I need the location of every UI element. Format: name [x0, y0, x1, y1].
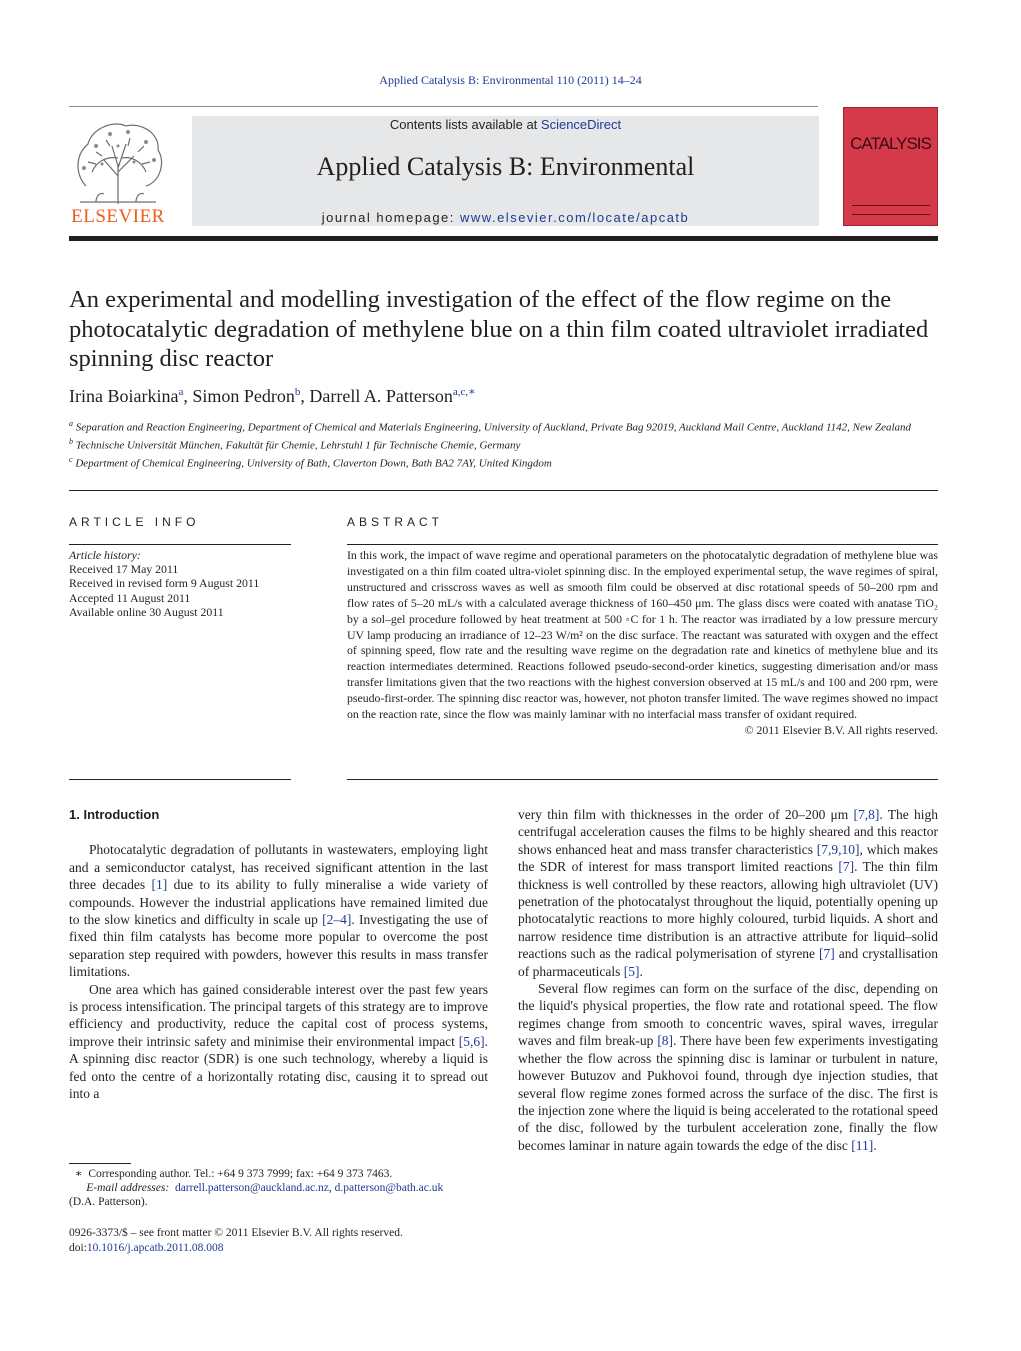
history-entry: Accepted 11 August 2011 [69, 590, 191, 605]
author-affiliation-link[interactable]: a [178, 386, 184, 398]
author-name: Irina Boiarkina [69, 386, 179, 406]
history-label: Article history: [69, 548, 141, 562]
elsevier-tree-icon [66, 116, 170, 206]
author-list: Irina Boiarkina$^a$, Simon Pedron$^b$, Darrell A. Patterson$^{a,c,∗}$ [69, 386, 476, 406]
section-divider [69, 490, 938, 491]
author-name: Simon Pedron [192, 386, 295, 406]
front-matter [69, 1226, 488, 1256]
affiliation-text: Department of Chemical Engineering, University of Bath, Claverton Down, Bath BA2 7AY, United Kingdom [75, 457, 552, 470]
cover-decoration [852, 205, 930, 215]
contents-prefix: Contents lists available at [389, 117, 541, 132]
footnote-rule [69, 1163, 131, 1164]
footnote-text: Corresponding author. Tel.: +64 9 373 7999; fax: +64 9 373 7463. [88, 1168, 393, 1180]
doi-link[interactable]: 10.1016/j.apcatb.2011.08.008 [86, 1241, 224, 1254]
journal-title: Applied Catalysis B: Environmental [316, 152, 695, 181]
journal-cover-thumbnail[interactable] [843, 107, 938, 226]
email-label: E-mail addresses: [86, 1182, 170, 1195]
body-paragraph: One area which has gained considerable interest over the past few years is process intensification. The principal targets of this strategy are to improve efficiency and productivity, reduce the capital cost of process systems, improve their intrinsic safety and minimise their environmental impact [5,6]. A spinning disc reactor (SDR) is one such technology, whereby a liquid is fed onto the centre of a horizontally rotating disc, causing it to spread out into a [69, 981, 488, 1102]
citation-link[interactable]: [7] [819, 946, 835, 962]
elsevier-logo[interactable] [66, 116, 170, 228]
body-paragraph: Several flow regimes can form on the surface of the disc, depending on the liquid's physical properties, the flow rate and rotational speed. The flow regimes change from smooth to concentric waves, spiral waves, irregular waves and film break-up [8]. There have been few experiments investigating whether the flow across the spinning disc is laminar or turbulent in nature, however Butuzov and Pukhovoi found, through dye injection studies, that several flow regime zones formed across the surface of the disc. The first is the injection zone where the liquid is being accelerated to the rotational speed of the disc, followed by the turbulent acceleration zone, finally the flow becomes laminar in nature again towards the edge of the disc [11]. [518, 981, 939, 1153]
footnote-name: (D.A. Patterson). [69, 1196, 148, 1209]
article-info-heading: ARTICLE INFO [69, 515, 200, 529]
homepage-prefix: journal homepage: [321, 210, 461, 225]
author-affiliation-link[interactable]: a,c,∗ [452, 386, 476, 398]
affiliation [69, 453, 938, 471]
body-paragraph: very thin film with thicknesses in the order of 20–200 μm [7,8]. The high centrifugal acceleration causes the films to be highly sheared and this reactor shows enhanced heat and mass transfer characteristics [7,9,10], which makes the SDR of interest for mass transport limited reactions [7]. The thin film thickness is well controlled by these reactors, allowing high ultraviolet (UV) penetration of the photocatalyst throughout the liquid, potentially opening up photocatalytic reactions to more highly coloured, turbid liquids. A short and narrow residence time distribution is an attractive attribute for liquid–solid reactions such as the radical polymerisation of styrene [7] and crystallisation of pharmaceuticals [5]. [518, 807, 938, 979]
footnote-emails: E-mail addresses: darrell.patterson@auckland.ac.nz, d.patterson@bath.ac.uk [86, 1182, 444, 1195]
citation-link[interactable]: [8] [657, 1033, 674, 1049]
section-heading-introduction: 1. Introduction [69, 807, 160, 822]
author-name: Darrell A. Patterson [309, 386, 453, 406]
abstract-bottom-rule [347, 779, 938, 780]
affiliation-marker: a [69, 419, 73, 428]
affiliation-text: Separation and Reaction Engineering, Department of Chemical and Materials Engineering, University of Auckland, Private Bag 92019, Auckland Mail Centre, Auckland 1142, New Zealand [75, 421, 912, 434]
citation-link[interactable]: [2–4] [322, 912, 352, 928]
body-column-left [69, 806, 488, 1103]
journal-reference[interactable]: Applied Catalysis B: Environmental 110 (2011) 14–24 [379, 73, 642, 87]
cover-title: CATALYSIS [850, 134, 931, 153]
author-affiliation-link[interactable]: b [294, 386, 301, 398]
abstract-text: In this work, the impact of wave regime and operational parameters on the photocatalytic degradation of methylene blue was investigated on a thin film coated ultra-violet spinning disc. In the employed experimental setup, the wave regimes of spiral, unstructured and crisscross waves as well as smooth film could be observed at disc rotational speeds of 50–200 rpm and flow rates of 5–20 mL/s with a calculated average thickness of 160–450 μm. The glass discs were coated with anatase TiO₂ by a sol–gel procedure followed by heat treatment at 500 ◦C for 1 h. The reactor was irradiated by a low pressure mercury UV lamp producing an irradiance of 12–23 W/m² on the disc surface. The reactant was saturated with oxygen and the effect of spinning speed, flow rate and the resulting wave regime on the degradation rate and kinetics of methylene blue and its reaction intermediates determined. Reactions followed pseudo-second-order kinetics, suggesting dimerisation and/or mass transfer limitations given that the two reactions with the highest conversion observed at 15 mL/s and 100 and 200 rpm, were pseudo-first-order. The spinning disc reactor was, however, not photon transfer limited. The wave regimes showed no impact on the reaction rate, since the flow was mainly laminar with no interfacial mass transfer of oxidant required. [347, 548, 938, 722]
email-link[interactable]: d.patterson@bath.ac.uk [334, 1182, 444, 1195]
header-top-rule [69, 106, 818, 107]
citation-link[interactable]: [5] [623, 963, 640, 979]
footnote-marker: ∗ [74, 1168, 83, 1180]
citation-link[interactable]: [7,9,10] [816, 841, 860, 857]
doi-label: doi: [69, 1241, 87, 1254]
abstract-copyright: © 2011 Elsevier B.V. All rights reserved. [744, 722, 938, 737]
article-history [69, 548, 291, 619]
publisher-name: ELSEVIER [71, 206, 165, 227]
journal-homepage [192, 210, 819, 225]
affiliation [69, 435, 938, 453]
corresponding-author-footnote [69, 1167, 488, 1210]
citation-link[interactable]: [5,6] [458, 1033, 485, 1049]
abstract-heading: ABSTRACT [347, 515, 444, 529]
citation-link[interactable]: [1] [151, 877, 168, 893]
header-thick-rule [69, 236, 938, 241]
body-column-right [518, 806, 938, 1154]
affiliation-text: Technische Universität München, Fakultät für Chemie, Lehrstuhl 1 für Technische Chemie, Germany [75, 439, 521, 452]
homepage-link[interactable]: www.elsevier.com/locate/apcatb [460, 210, 690, 225]
citation-link[interactable]: [7,8] [853, 807, 880, 822]
affiliation-marker: c [69, 455, 73, 465]
footnote-line [69, 1167, 488, 1181]
citation-link[interactable]: [7] [838, 859, 855, 875]
contents-line [192, 117, 819, 132]
sciencedirect-link[interactable]: ScienceDirect [540, 117, 622, 132]
email-link[interactable]: darrell.patterson@auckland.ac.nz [174, 1182, 329, 1195]
abstract-body [347, 548, 938, 739]
abstract-top-rule [347, 544, 938, 545]
history-entry: Available online 30 August 2011 [69, 604, 224, 619]
doi-line [69, 1241, 488, 1256]
citation-link[interactable]: [11] [851, 1137, 874, 1153]
affiliation-marker: b [69, 437, 73, 447]
affiliation [69, 417, 938, 435]
issn-line: 0926-3373/$ – see front matter © 2011 Elsevier B.V. All rights reserved. [69, 1227, 403, 1239]
article-title: An experimental and modelling investigation of the effect of the flow regime on the photocatalytic degradation of methylene blue on a thin film coated ultraviolet irradiated spinning disc reactor [69, 286, 929, 372]
history-entry: Received in revised form 9 August 2011 [69, 576, 260, 591]
journal-banner [192, 116, 819, 226]
history-entry: Received 17 May 2011 [69, 562, 179, 577]
body-paragraph: Photocatalytic degradation of pollutants in wastewaters, employing light and a semiconductor catalyst, has received significant attention in the last three decades [1] due to its ability to fully mineralise a wide variety of compounds. However the industrial applications have remained limited due to the slow kinetics and difficulty in scale up [2–4]. Investigating the use of fixed thin film catalysts has become more popular to overcome the post separation step required with powders, however this results in mass transfer limitations. [69, 842, 489, 980]
article-info-bottom-rule [69, 779, 291, 780]
affiliations [69, 417, 938, 471]
article-info-top-rule [69, 544, 291, 545]
